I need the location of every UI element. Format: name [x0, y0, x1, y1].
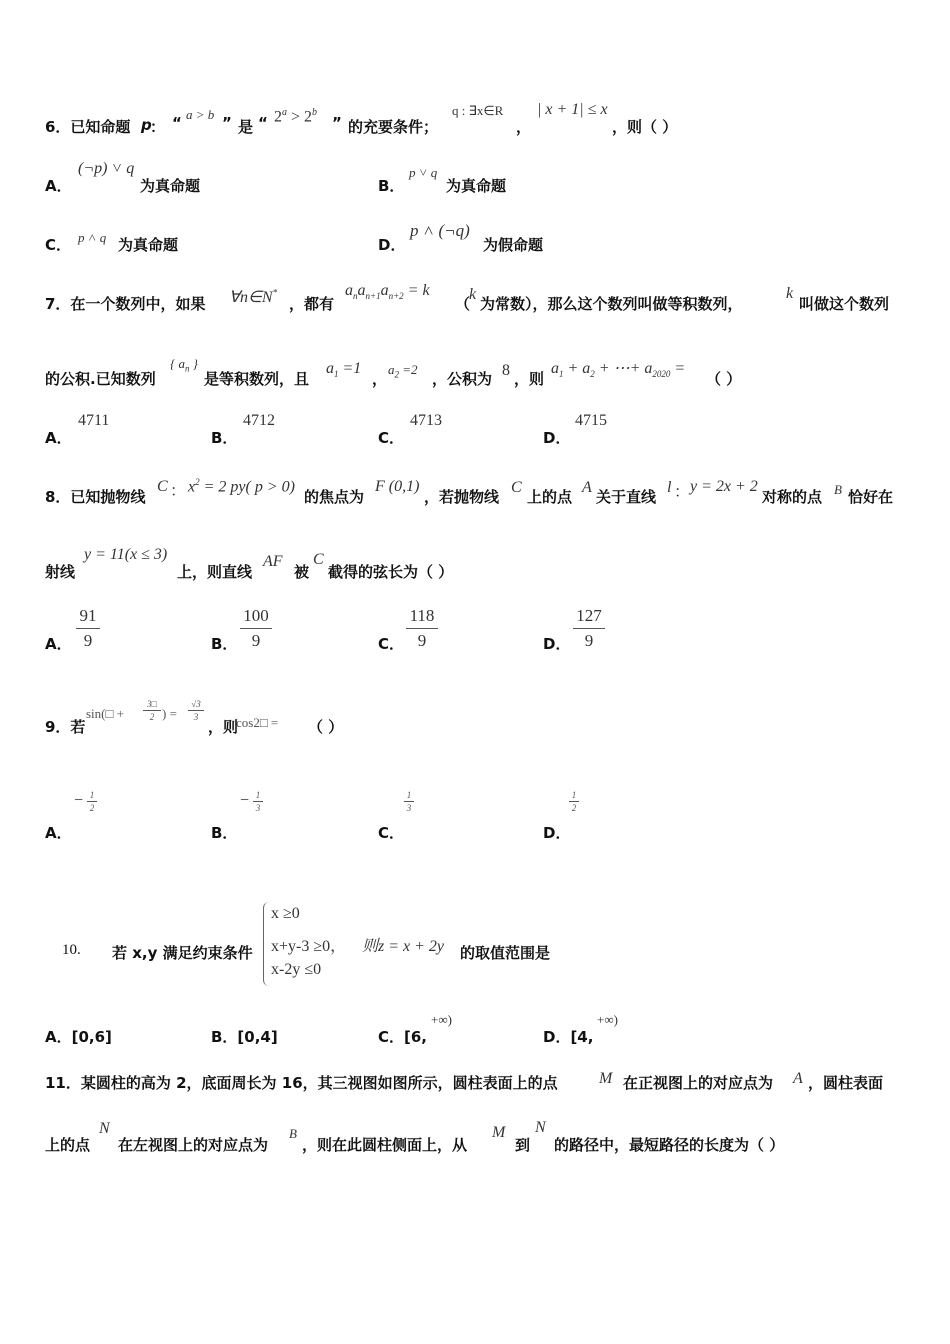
q9-rhs-fraction: √3 3 — [188, 699, 204, 722]
q8-text-then: 上，则直线 — [177, 563, 253, 581]
q7-option-a-label: A． — [45, 429, 72, 447]
q7-then: ，则 — [514, 370, 545, 388]
q8-text-by: 被 — [294, 563, 310, 581]
q10-constraint-1: x ≥0 — [271, 905, 300, 922]
q11-text-side-view: 在左视图上的对应点为 — [118, 1136, 269, 1154]
q6-option-b-text: 为真命题 — [446, 177, 507, 195]
q7-k-symbol-2: k — [786, 285, 794, 302]
q11-stem-line1: 11．某圆柱的高为 2，底面周长为 16，其三视图如图所示，圆柱表面上的点 — [45, 1074, 558, 1092]
q7-option-d-value: 4715 — [575, 412, 607, 429]
q7-eight: 8 — [502, 362, 510, 379]
q7-forall: ∀n∈N* — [229, 287, 278, 306]
q8-option-a-fraction: 91 9 — [76, 606, 100, 651]
q9-option-b-label: B． — [211, 824, 238, 842]
q8-text-exactly: 恰好在 — [848, 488, 894, 506]
q7-sequence-an: { $a_n$ } — [170, 356, 198, 374]
q7-option-c-label: C． — [378, 429, 405, 447]
q7-text-have: ，都有 — [289, 295, 335, 313]
q6-q-definition: q : ∃x∈R — [452, 103, 504, 118]
q7-paren: （ ） — [706, 370, 742, 388]
q8-option-b-fraction: 100 9 — [240, 606, 272, 651]
q6-right-quote-2: ” — [332, 114, 342, 132]
q10-constraint-2: x+y-3 ≥0， — [271, 938, 347, 955]
q6-option-d-label: D． — [378, 236, 406, 254]
q7-definition-text: 为常数），那么这个数列叫做等积数列， — [480, 295, 743, 313]
q11-A-point: A — [793, 1070, 803, 1087]
q6-option-b-label: B． — [378, 177, 405, 195]
q6-option-b-math: p ˅ q — [409, 165, 438, 180]
q7-a2: $a_2 =2$ — [388, 362, 418, 380]
q8-text-line: 关于直线 — [596, 488, 657, 506]
q7-option-b-label: B． — [211, 429, 238, 447]
q9-option-a-sign: − — [74, 792, 84, 809]
q10-constraint-3: x-2y ≤0 — [271, 961, 322, 978]
q10-option-c: C．[6, — [378, 1028, 427, 1046]
q8-text-point: 上的点 — [527, 488, 573, 506]
q10-brace — [263, 902, 269, 986]
q6-option-d-math: p ˄ (¬q) — [410, 221, 470, 240]
q9-option-d-label: D． — [543, 824, 571, 842]
q7-option-a-value: 4711 — [78, 412, 110, 429]
q8-ray-eq: y = 11(x ≤ 3) — [84, 546, 168, 563]
q9-sin-expr: sin(□ + — [86, 706, 124, 721]
q9-eq: ) = — [162, 706, 177, 721]
q8-option-a-label: A． — [45, 635, 72, 653]
q9-stem: 9．若 — [45, 718, 86, 736]
q8-option-c-label: C． — [378, 635, 405, 653]
q11-N-point-2: N — [535, 1119, 546, 1136]
q7-sum-expr: $a_1 + a_2$ + ⋯+ $a_{2020}$ = — [551, 360, 686, 380]
q8-C-symbol-3: C — [313, 551, 324, 568]
q6-condition-text: 的充要条件； — [348, 118, 439, 136]
q10-option-d: D．[4, — [543, 1028, 594, 1046]
q8-F-point: F (0,1) — [375, 478, 420, 495]
q6-stem-start: 6．已知命题 — [45, 118, 131, 136]
q6-p-symbol: p — [141, 116, 152, 134]
q8-parabola: $x^2 = 2$ py( p > 0) — [188, 477, 295, 496]
q8-option-c-fraction: 118 9 — [406, 606, 438, 651]
q9-cos-expr: cos2□ = — [236, 715, 279, 730]
q7-definition-end: 叫做这个数列 — [799, 295, 890, 313]
q8-B-point: B — [834, 482, 842, 497]
q6-cond-a-gt-b: a > b — [186, 107, 215, 122]
q9-option-b-fraction: 1 3 — [253, 790, 263, 813]
q7-a1: $a_1 =1$ — [326, 360, 362, 380]
q7-option-c-value: 4713 — [410, 412, 442, 429]
q7-product-text: ，公积为 — [432, 370, 493, 388]
q10-option-d-infinity: +∞) — [597, 1012, 618, 1027]
q6-option-a-text: 为真命题 — [140, 177, 201, 195]
q6-option-a-math: (¬p) ˅ q — [78, 160, 135, 177]
q8-C-symbol-2: C — [511, 479, 522, 496]
q10-stem: 若 x,y 满足约束条件 — [112, 944, 253, 962]
q11-B-point: B — [289, 1126, 297, 1141]
q9-option-c-label: C． — [378, 824, 405, 842]
q9-option-a-fraction: 1 2 — [87, 790, 97, 813]
q9-inner-fraction: 3□ 2 — [143, 699, 161, 722]
q9-paren: （ ） — [308, 718, 344, 736]
q7-stem-line1: 7．在一个数列中，如果 — [45, 295, 206, 313]
q6-option-a-label: A． — [45, 177, 72, 195]
q8-option-d-label: D． — [543, 635, 571, 653]
q8-AF: AF — [263, 553, 283, 570]
q6-tail: ，则（ ） — [612, 118, 678, 136]
q6-left-quote: “ — [172, 114, 182, 132]
q11-stem-line2: 上的点 — [45, 1136, 91, 1154]
q7-option-b-value: 4712 — [243, 412, 275, 429]
q6-cond-2a: $2^a > 2^b$ — [274, 107, 318, 126]
q8-text-chord: 截得的弦长为（ ） — [328, 563, 454, 581]
q11-N-point: N — [99, 1120, 110, 1137]
q10-option-a: A．[0,6] — [45, 1028, 112, 1046]
q11-text-surface: ，圆柱表面 — [808, 1074, 884, 1092]
q6-option-d-text: 为假命题 — [483, 236, 544, 254]
q8-line-eq: y = 2x + 2 — [690, 478, 758, 495]
q11-text-front-view: 在正视图上的对应点为 — [623, 1074, 774, 1092]
q11-text-shortest: 的路径中，最短路径的长度为（ ） — [554, 1136, 785, 1154]
q9-option-d-fraction: 1 2 — [569, 790, 579, 813]
q11-M-point-2: M — [492, 1124, 506, 1141]
q8-C-symbol: C — [157, 478, 168, 495]
q10-range-text: 的取值范围是 — [460, 944, 551, 962]
q6-right-quote: ” — [222, 114, 232, 132]
q6-comma: ， — [516, 118, 532, 136]
q7-comma: ， — [372, 370, 388, 388]
q6-is-text: 是 — [238, 118, 254, 136]
q8-text-parabola: ，若抛物线 — [424, 488, 500, 506]
q7-option-d-label: D． — [543, 429, 571, 447]
q8-option-d-fraction: 127 9 — [573, 606, 605, 651]
q7-k-symbol: k — [469, 286, 477, 303]
q8-focus-text: 的焦点为 — [304, 488, 365, 506]
q10-objective: 则z = x + 2y — [362, 938, 445, 955]
q8-stem-line1: 8．已知抛物线 — [45, 488, 146, 506]
q9-option-b-sign: − — [240, 792, 250, 809]
q8-colon: ： — [170, 483, 187, 500]
q11-M-point: M — [599, 1070, 613, 1087]
q6-abs-expr: | x + 1| ≤ x — [537, 101, 608, 118]
q10-option-c-infinity: +∞) — [431, 1012, 452, 1027]
q6-option-c-math: p ˄ q — [78, 230, 107, 245]
q7-stem-line2: 的公积.已知数列 — [45, 370, 156, 388]
q10-option-b: B．[0,4] — [211, 1028, 278, 1046]
q6-colon: ： — [150, 118, 166, 136]
q6-left-quote-2: “ — [258, 114, 268, 132]
q8-stem-line2: 射线 — [45, 563, 76, 581]
q7-paren-open: （ — [455, 295, 471, 313]
q9-option-a-label: A． — [45, 824, 72, 842]
q7-product-formula: $a_na_{n+1}a_{n+2} = k$ — [345, 282, 430, 302]
q8-option-b-label: B． — [211, 635, 238, 653]
q9-then: ，则 — [208, 718, 239, 736]
q8-l-symbol: l — [667, 479, 672, 496]
q11-text-side: ，则在此圆柱侧面上，从 — [302, 1136, 468, 1154]
q9-option-c-fraction: 1 3 — [404, 790, 414, 813]
q8-A-point: A — [582, 479, 592, 496]
q6-option-c-label: C． — [45, 236, 72, 254]
q6-option-c-text: 为真命题 — [118, 236, 179, 254]
q11-text-to: 到 — [515, 1136, 531, 1154]
q10-number: 10. — [62, 942, 81, 958]
q7-text-isequal: 是等积数列，且 — [204, 370, 310, 388]
q8-text-symmetric: 对称的点 — [762, 488, 823, 506]
